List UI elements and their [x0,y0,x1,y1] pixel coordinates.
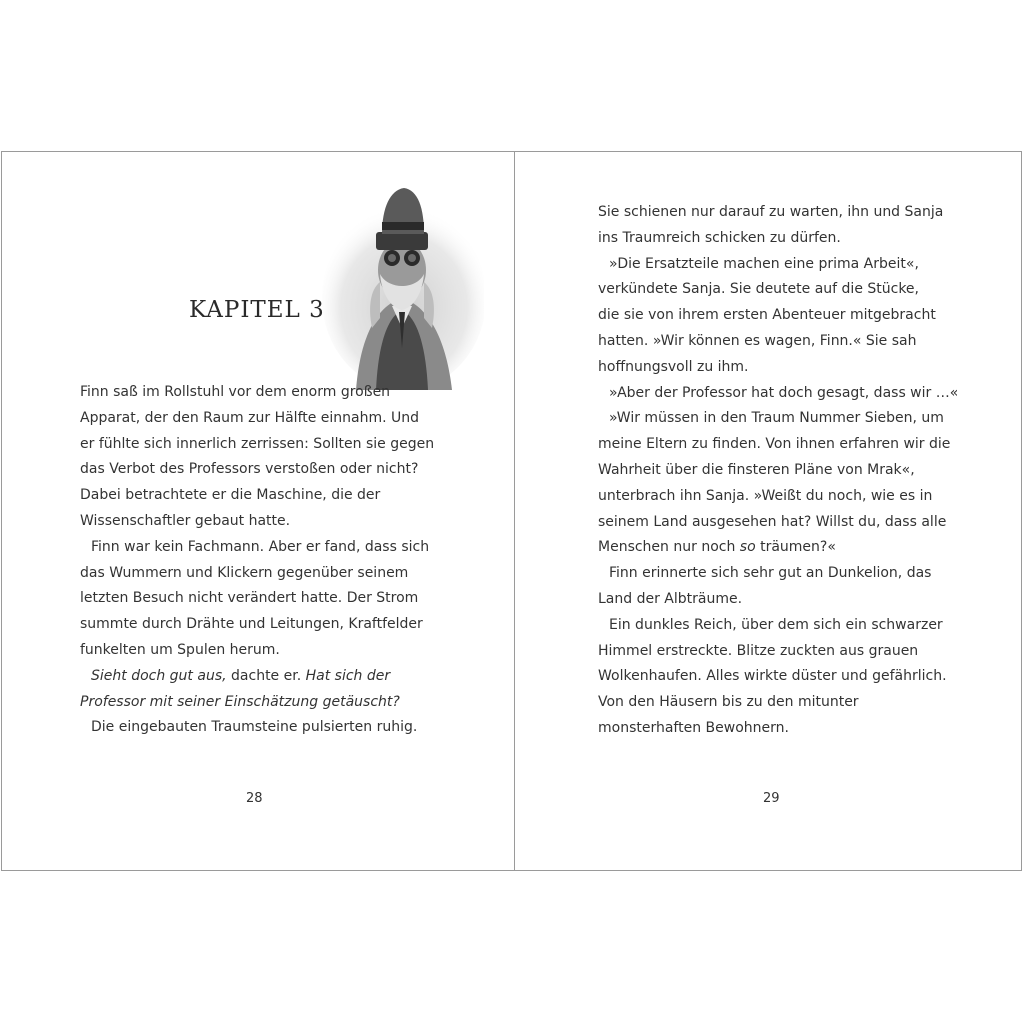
left-page [2,152,513,870]
text-segment: »Aber der Professor hat doch gesagt, dass wir …« [609,384,959,401]
text-line [598,303,958,329]
text-line [80,483,430,509]
left-page-text [80,380,435,741]
text-segment: Die eingebauten Traumsteine pulsierten ruhig. [91,719,418,736]
page-number-right: 29 [763,791,780,806]
text-line [80,638,430,664]
italic-text: so [739,539,756,556]
text-line [598,381,958,407]
text-segment: Wolkenhaufen. Alles wirkte düster und gefährlich. [598,668,947,685]
right-page-text [598,200,958,742]
text-line [80,432,435,458]
text-line [598,510,958,536]
text-line [598,406,958,432]
text-segment: unterbrach ihn Sanja. »Weißt du noch, wie es in [598,487,933,504]
text-segment: das Verbot des Professors verstoßen oder nicht? [80,461,419,478]
text-segment: letzten Besuch nicht verändert hatte. Der Strom [80,590,419,607]
text-line [598,329,958,355]
text-segment: Finn saß im Rollstuhl vor dem enorm großen [80,384,391,400]
text-segment: Himmel erstreckte. Blitze zuckten aus grauen [598,642,919,659]
text-segment: Dabei betrachtete er die Maschine, die der [80,487,381,504]
text-segment: »Wir müssen in den Traum Nummer Sieben, um [609,410,944,427]
text-segment: hoffnungsvoll zu ihm. [598,358,749,375]
text-segment: Menschen nur noch [598,539,740,556]
text-segment: Apparat, der den Raum zur Hälfte einnahm. Und [80,409,420,426]
text-line [598,561,958,587]
text-line [598,535,958,561]
text-line [80,715,430,741]
book-spread [1,151,1022,871]
text-segment: Land der Albträume. [598,590,743,607]
text-line [598,432,958,458]
text-segment: Wissenschaftler gebaut hatte. [80,512,291,529]
text-line [598,613,958,639]
text-segment: meine Eltern zu finden. Von ihnen erfahren wir die [598,436,951,453]
text-line [598,639,958,665]
text-segment: Finn war kein Fachmann. Aber er fand, dass sich [91,538,430,555]
text-line [80,457,430,483]
text-line [80,690,430,716]
page-number-left: 28 [246,791,263,806]
text-line [80,561,430,587]
text-line [598,355,958,381]
text-line [598,587,958,613]
text-segment: »Die Ersatzteile machen eine prima Arbeit«, [609,255,919,272]
text-line [80,586,430,612]
text-segment: seinem Land ausgesehen hat? Willst du, dass alle [598,513,947,530]
text-line [598,200,958,226]
text-segment: Finn erinnerte sich sehr gut an Dunkelion, das [609,565,932,582]
professor-portrait-icon [320,178,484,390]
text-segment: das Wummern und Klickern gegenüber seinem [80,564,409,581]
text-line [80,535,430,561]
text-line [598,484,958,510]
text-line [80,612,430,638]
italic-text: Professor mit seiner Einschätzung getäuscht? [80,693,400,710]
text-segment: Sie schienen nur darauf zu warten, ihn und Sanja [598,204,944,220]
chapter-title: KAPITEL 3 [189,297,325,323]
text-segment: träumen?« [755,539,836,556]
text-segment: dachte er. [226,667,306,684]
text-line [598,252,958,278]
text-segment: Wahrheit über die finsteren Pläne von Mrak«, [598,461,915,478]
text-line [598,690,958,716]
text-segment: hatten. »Wir können es wagen, Finn.« Sie sah [598,332,917,349]
text-segment: monsterhaften Bewohnern. [598,719,789,736]
text-segment: funkelten um Spulen herum. [80,641,280,658]
text-segment: summte durch Drähte und Leitungen, Kraftfelder [80,616,423,633]
text-segment: Ein dunkles Reich, über dem sich ein schwarzer [609,616,943,633]
right-page [514,152,1022,870]
text-line [80,509,430,535]
text-line [598,664,958,690]
text-line [80,664,430,690]
italic-text: Hat sich der [305,667,391,684]
text-segment: er fühlte sich innerlich zerrissen: Sollten sie gegen [80,435,435,452]
text-line [80,406,430,432]
text-line [598,226,958,252]
text-segment: verkündete Sanja. Sie deutete auf die Stücke, [598,281,919,298]
text-line [598,277,958,303]
italic-text: Sieht doch gut aus, [91,667,227,684]
text-line [598,458,958,484]
text-line [598,716,958,742]
text-segment: Von den Häusern bis zu den mitunter [598,694,859,711]
text-line [80,380,430,406]
text-segment: die sie von ihrem ersten Abenteuer mitgebracht [598,307,936,324]
text-segment: ins Traumreich schicken zu dürfen. [598,229,841,246]
